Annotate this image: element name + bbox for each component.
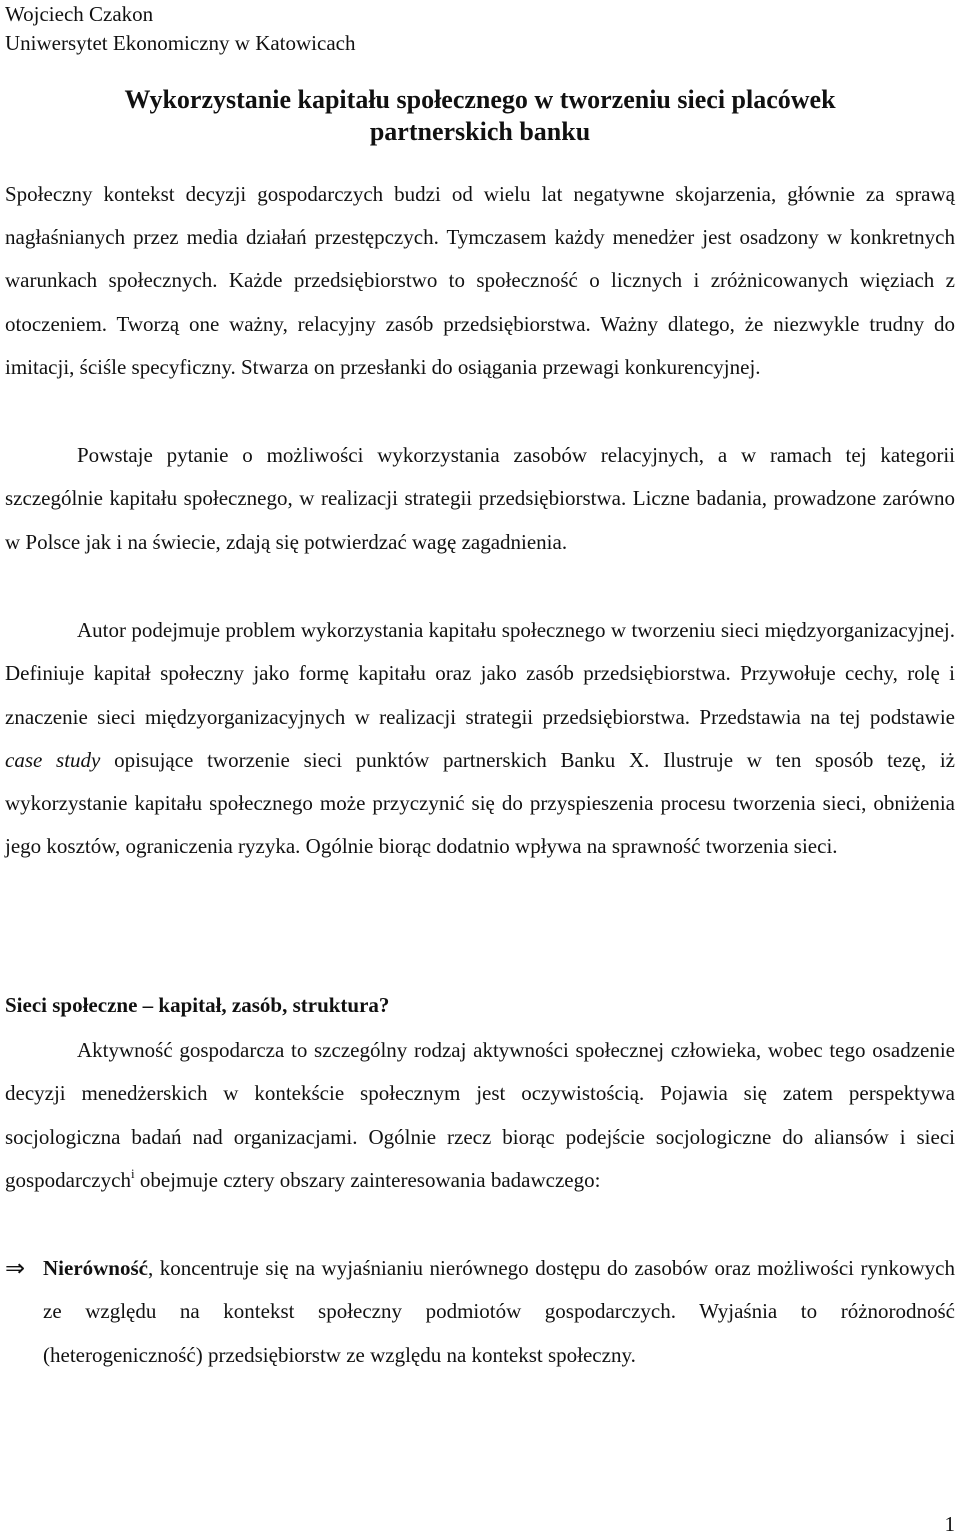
abstract-paragraph-3-text-b: opisujące tworzenie sieci punktów partnerskich Banku X. Ilustruje w ten sposób tezę, iż wykorzystanie kapitału społecznego może przyczynić się do przyspieszenia procesu tworzenia sieci, obniżenia jego kosztów, ograniczenia ryzyka. Ogólnie biorąc dodatnio wpływa na sprawność tworzenia sieci. (5, 747, 955, 859)
abstract-paragraph-3-text-a: Autor podejmuje problem wykorzystania kapitału społecznego w tworzeniu sieci międzyorganizacyjnej. Definiuje kapitał społeczny jako formę kapitału oraz jako zasób przedsiębiorstwa. Przywołuje cechy, rolę i znaczenie sieci międzyorganizacyjnych w realizacji strategii przedsiębiorstwa. Przedstawia na tej podstawie (5, 618, 955, 729)
bullet-term: Nierówność (43, 1256, 148, 1280)
section-paragraph-1 (5, 1029, 955, 1202)
title-line-1: Wykorzystanie kapitału społecznego w tworzeniu sieci placówek (124, 85, 836, 114)
case-study-term: case study (5, 747, 101, 772)
footnote-reference[interactable]: i (130, 1165, 135, 1181)
author-affiliation: Uniwersytet Ekonomiczny w Katowicach (5, 31, 356, 55)
abstract-paragraph-3 (5, 609, 955, 869)
bullet-text (43, 1247, 955, 1377)
section-heading: Sieci społeczne – kapitał, zasób, struktura? (5, 993, 390, 1017)
bullet-description: , koncentruje się na wyjaśnianiu nierównego dostępu do zasobów oraz możliwości rynkowych ze względu na kontekst społeczny podmiotów gospodarczych. Wyjaśnia to różnorodność (heterogeniczność) przedsiębiorstw ze względu na kontekst społeczny. (43, 1256, 955, 1367)
section-paragraph-1-text-b: obejmuje cztery obszary zainteresowania badawczego: (134, 1167, 601, 1192)
paper-title (40, 84, 920, 148)
title-line-2: partnerskich banku (369, 117, 591, 146)
abstract-paragraph-2: Powstaje pytanie o możliwości wykorzystania zasobów relacyjnych, a w ramach tej kategorii szczególnie kapitału społecznego, w realizacji strategii przedsiębiorstwa. Liczne badania, prowadzone zarówno w Polsce jak i na świecie, zdają się potwierdzać wagę zagadnienia. (5, 443, 955, 554)
author-block (5, 0, 355, 58)
page-number: 1 (944, 1512, 955, 1536)
double-right-arrow-icon: ⇒ (5, 1254, 26, 1282)
author-name: Wojciech Czakon (5, 2, 154, 26)
section-paragraph-1-text-a: Aktywność gospodarcza to szczególny rodzaj aktywności społecznej człowieka, wobec tego osadzenie decyzji menedżerskich w kontekście społecznym jest oczywistością. Pojawia się zatem perspektywa socjologiczna badań nad organizacjami. Ogólnie rzecz biorąc podejście socjologiczne do aliansów i sieci gospodarczych (5, 1038, 955, 1192)
abstract-paragraph-1: Społeczny kontekst decyzji gospodarczych budzi od wielu lat negatywne skojarzenia, głównie za sprawą nagłaśnianych przez media działań przestępczych. Tymczasem każdy menedżer jest osadzony w konkretnych warunkach społecznych. Każde przedsiębiorstwo to społeczność o licznych i zróżnicowanych więziach z otoczeniem. Tworzą one ważny, relacyjny zasób przedsiębiorstwa. Ważny dlatego, że niezwykle trudny do imitacji, ściśle specyficzny. Stwarza on przesłanki do osiągania przewagi konkurencyjnej. (5, 182, 955, 379)
bullet-item (5, 1247, 955, 1377)
